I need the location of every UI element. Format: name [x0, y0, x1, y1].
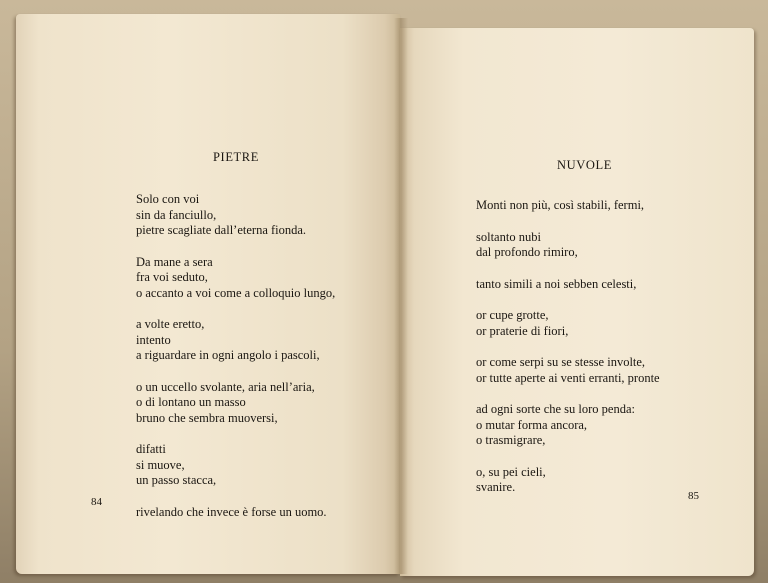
- poem-line: Monti non più, così stabili, fermi,: [476, 198, 645, 212]
- stanza: [476, 355, 660, 386]
- stanza: [476, 230, 660, 261]
- poem-line: tanto simili a noi sebben celesti,: [476, 276, 637, 291]
- stanza: [136, 505, 335, 521]
- poem-line: si muove,: [136, 457, 185, 472]
- poem-line: svanire.: [476, 480, 516, 494]
- poem-title-nuvole: NUVOLE: [557, 158, 612, 172]
- poem-line: o, su pei cieli,: [476, 464, 546, 479]
- stanza: [476, 198, 660, 214]
- poem-line: pietre scagliate dall’eterna fionda.: [136, 223, 307, 237]
- poem-line: fra voi seduto,: [136, 270, 208, 284]
- stanza: [136, 380, 335, 427]
- stanza: [136, 442, 335, 489]
- stanza: [136, 317, 335, 364]
- poem-line: sin da fanciullo,: [136, 207, 217, 222]
- page-number-left: 84: [91, 496, 102, 508]
- poem-line: or come serpi su se stesse involte,: [476, 355, 646, 369]
- stanza: [136, 255, 335, 302]
- poem-line: or tutte aperte ai venti erranti, pronte: [476, 370, 660, 385]
- poem-line: ad ogni sorte che su loro penda:: [476, 402, 635, 416]
- stanza: [476, 402, 660, 449]
- poem-line: o di lontano un masso: [136, 395, 246, 409]
- poem-pietre: [136, 192, 335, 536]
- right-page: [400, 28, 754, 576]
- poem-line: soltanto nubi: [476, 229, 541, 244]
- poem-line: or praterie di fiori,: [476, 323, 569, 338]
- poem-line: o trasmigrare,: [476, 433, 546, 447]
- poem-line: Solo con voi: [136, 192, 200, 206]
- poem-line: o mutar forma ancora,: [476, 417, 588, 432]
- poem-line: un passo stacca,: [136, 473, 217, 487]
- poem-line: bruno che sembra muoversi,: [136, 410, 278, 425]
- page-number-right: 85: [688, 490, 699, 502]
- poem-line: dal profondo rimiro,: [476, 245, 578, 259]
- poem-nuvole: [476, 198, 660, 512]
- open-book: [14, 8, 758, 578]
- book-gutter: [394, 18, 408, 574]
- poem-line: o accanto a voi come a colloquio lungo,: [136, 285, 336, 300]
- poem-line: or cupe grotte,: [476, 308, 549, 322]
- poem-line: a riguardare in ogni angolo i pascoli,: [136, 348, 320, 362]
- poem-line: difatti: [136, 442, 166, 456]
- stanza: [476, 465, 660, 496]
- left-page: [16, 14, 400, 574]
- poem-line: a volte eretto,: [136, 317, 205, 331]
- poem-title-pietre: PIETRE: [213, 150, 259, 164]
- stanza: [476, 277, 660, 293]
- poem-line: rivelando che invece è forse un uomo.: [136, 504, 327, 519]
- poem-line: o un uccello svolante, aria nell’aria,: [136, 379, 315, 394]
- stanza: [476, 308, 660, 339]
- poem-line: Da mane a sera: [136, 254, 213, 269]
- poem-line: intento: [136, 332, 171, 347]
- stanza: [136, 192, 335, 239]
